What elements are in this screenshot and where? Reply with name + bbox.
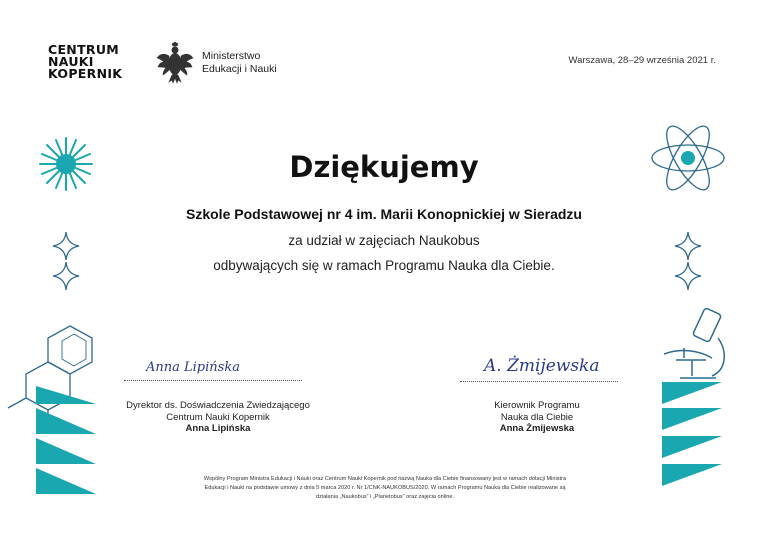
funding-footnote (150, 475, 620, 502)
signature-line-right (460, 381, 618, 382)
cnk-logo-line: CENTRUM (48, 42, 120, 57)
signatory-role: Dyrektor ds. Doświadczenia Zwiedzającego (126, 400, 310, 411)
molecule-icon (0, 318, 110, 500)
eagle-emblem-icon (156, 42, 194, 84)
signature-right: A. Żmijewska (484, 356, 600, 376)
signatory-name: Anna Lipińska (185, 423, 251, 434)
signatory-organization: Centrum Nauki Kopernik (166, 411, 270, 423)
recipient-name: Szkole Podstawowej nr 4 im. Marii Konopnickiej w Sieradzu (186, 206, 582, 222)
cnk-logo (48, 44, 122, 80)
signatory-name: Anna Żmijewska (499, 423, 575, 434)
signature-line-left (124, 380, 302, 381)
ministry-name-line: Edukacji i Nauki (202, 63, 277, 75)
certificate-title: Dziękujemy (289, 150, 479, 184)
ministry-logo (156, 42, 277, 84)
signatory-role: Kierownik Programu (494, 400, 580, 411)
cnk-logo-line: NAUKI (48, 54, 94, 69)
microscope-icon (654, 308, 734, 498)
footnote-line: Edukacji i Nauki na podstawie umowy z dnia 5 marca 2020 r. Nr 1/CNK-NAUKOBUS/2020. W ramach Programu Nauka dla Ciebie realizowane są (204, 485, 566, 491)
certificate-body-line: za udział w zajęciach Naukobus (288, 233, 480, 248)
certificate-body-line: odbywających się w ramach Programu Nauka dla Ciebie. (213, 258, 555, 273)
cnk-logo-line: KOPERNIK (48, 66, 123, 81)
certificate-date: Warszawa, 28–29 września 2021 r. (568, 55, 716, 66)
ministry-name-line: Ministerstwo (202, 50, 261, 62)
signatory-organization: Nauka dla Ciebie (500, 411, 574, 423)
footnote-line: działania „Naukobus” i „Planetobus” oraz zajęcia online. (315, 494, 455, 500)
signatory-left (96, 400, 340, 435)
signature-left: Anna Lipińska (146, 360, 240, 375)
footnote-line: Wspólny Program Ministra Edukacji i Nauki oraz Centrum Nauki Kopernik pod nazwą Nauka dla Ciebie finansowany jest w ramach dotacji Ministra (203, 476, 567, 482)
signatory-right (432, 400, 642, 435)
